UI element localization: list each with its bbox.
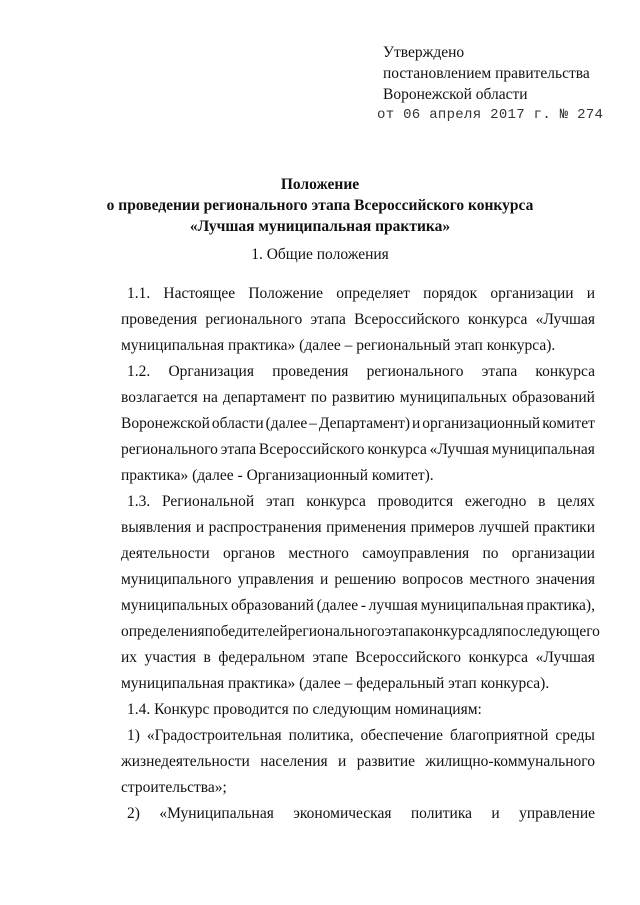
body-word: местного [288,545,349,562]
approval-date-stamp: от 06 апреля 2017 г. № 274 [377,107,604,123]
body-word: деятельности [121,545,210,562]
body-word: федеральном [218,649,305,666]
body-line [127,491,595,513]
body-word: самоуправления [362,545,470,562]
body-word: конкурса [535,363,595,380]
approval-decree: постановлением правительства [383,65,590,82]
body-word: 1.4. Конкурс проводится по следующим номинациям: [127,701,482,718]
body-word: этапа [220,441,257,458]
body-word: 2) [127,805,140,822]
body-word: муниципальных [121,597,229,614]
body-line [121,751,595,773]
body-word: распространения [208,519,322,536]
body-word: и [319,571,329,588]
body-word: - [360,597,366,614]
body-word: регионального [287,623,385,640]
body-word: жизнедеятельности [121,753,250,770]
body-word: 1) [127,727,140,744]
body-word: Настоящее [163,285,236,302]
body-word: конкурса [367,441,427,458]
body-word: определения [121,623,205,640]
title-line-2: о проведении регионального этапа Всероссийского конкурса [106,197,534,214]
body-word: Воронежской [121,415,210,432]
body-word: области [211,415,264,432]
body-word: этапа [310,311,346,328]
body-word: муниципального [121,571,232,588]
body-line [121,439,595,461]
body-line [127,361,595,383]
title-line-1: Положение [280,176,360,193]
body-word: регионального [205,311,303,328]
section-heading: 1. Общие положения [251,246,389,263]
body-word: по [482,545,499,562]
body-word: порядок [423,285,478,302]
body-word: муниципальная [420,597,524,614]
body-word: развитию [331,389,395,406]
body-word: «Лучшая [535,311,595,328]
body-word: органов [223,545,276,562]
body-word: организации [490,285,574,302]
body-word: муниципальная [491,441,595,458]
body-line [121,517,595,539]
body-word: образований [511,389,595,406]
body-word: 1.2. [127,363,151,380]
body-word: жилищно-коммунального [425,753,595,770]
body-word: для [479,623,503,640]
body-word: 1.1. [127,285,151,302]
body-word: управление [519,805,595,822]
body-word: муниципальных [399,389,508,406]
body-word: и [338,753,347,770]
approval-block [377,42,604,126]
body-line [127,699,482,721]
body-line [121,621,600,643]
body-word: организационный [422,415,541,432]
body-word: Всероссийского [354,311,460,328]
body-word: местного [469,571,530,588]
body-word: Всероссийского [258,441,365,458]
body-word: департамент [222,389,306,406]
body-word: этапа [481,363,518,380]
body-word: комитет [542,415,595,432]
body-word: среды [555,727,595,744]
body-word: этап [265,493,295,510]
body-word: проводится [377,493,454,510]
body-word: примеров [410,519,475,536]
body-line [121,777,227,799]
body-word: применения [326,519,407,536]
body-line [121,595,595,617]
body-word: Региональной [162,493,255,510]
body-word: 1.3. [127,493,151,510]
body-line [121,413,595,435]
body-word: значения [535,571,595,588]
body-word: – [309,415,317,432]
body-line [121,569,595,591]
body-line [121,673,549,695]
body-word: в [203,649,211,666]
body-word: муниципальная практика» (далее – федеральный этап конкурса). [121,675,550,692]
body-word: «Муниципальная [159,805,274,822]
body-word: экономическая [293,805,392,822]
body-word: и [491,805,500,822]
body-word: управления [237,571,314,588]
body-word: развитие [356,753,416,770]
body-word: и [195,519,205,536]
body-word: ежегодно [464,493,527,510]
body-word: регионального [121,441,218,458]
body-word: возлагается [121,389,198,406]
body-word: Положение [248,285,324,302]
approval-region: Воронежской области [383,86,528,103]
body-word: Организация [168,363,254,380]
body-word: конкурса [468,649,529,666]
body-word: выявления [121,519,192,536]
body-word: образований [230,597,314,614]
body-word: «Лучшая [535,649,595,666]
document-title [0,174,640,237]
body-line [121,309,595,331]
body-word: Всероссийского [355,649,462,666]
body-word: определяет [336,285,410,302]
body-word: проведения [121,311,198,328]
body-word: практики [533,519,595,536]
body-line [121,465,434,487]
body-word: «Лучшая [429,441,490,458]
body-word: регионального [366,363,464,380]
body-word: этапе [312,649,348,666]
body-word: конкурса [420,623,480,640]
body-word: политика [410,805,473,822]
body-word: этапа [384,623,421,640]
body-line [121,335,555,357]
body-word: их [121,649,138,666]
body-word: благоприятной [449,727,549,744]
body-word: практика), [526,597,595,614]
approval-label: Утверждено [383,44,465,61]
body-word: конкурса [467,311,528,328]
body-word: победителей [204,623,288,640]
body-word: организации [511,545,595,562]
body-word: проведения [272,363,349,380]
body-word: последующего [502,623,600,640]
body-line [127,725,595,747]
body-word: лучшая [368,597,418,614]
body-word: участия [144,649,197,666]
body-word: лучшей [478,519,530,536]
body-word: строительства»; [121,779,227,796]
body-line [121,387,595,409]
body-word: (далее [316,597,359,614]
body-word: решению [334,571,396,588]
body-word: муниципальная практика» (далее – региональный этап конкурса). [121,337,556,354]
body-line [127,803,595,825]
body-word: практика» (далее - Организационный комитет). [121,467,434,484]
body-word: обеспечение [360,727,444,744]
body-line [121,647,595,669]
body-word: целях [557,493,595,510]
body-word: по [310,389,327,406]
body-line [127,283,595,305]
body-word: в [538,493,546,510]
body-word: конкурса [306,493,366,510]
body-word: политика, [288,727,354,744]
body-line [121,543,595,565]
body-word: Департамент) [318,415,411,432]
title-line-3: «Лучшая муниципальная практика» [189,218,451,235]
body-word: и [411,415,421,432]
body-word: вопросов [402,571,464,588]
body-word: населения [260,753,328,770]
body-word: на [202,389,218,406]
body-word: (далее [265,415,308,432]
body-word: и [586,285,595,302]
body-word: «Градостроительная [146,727,282,744]
